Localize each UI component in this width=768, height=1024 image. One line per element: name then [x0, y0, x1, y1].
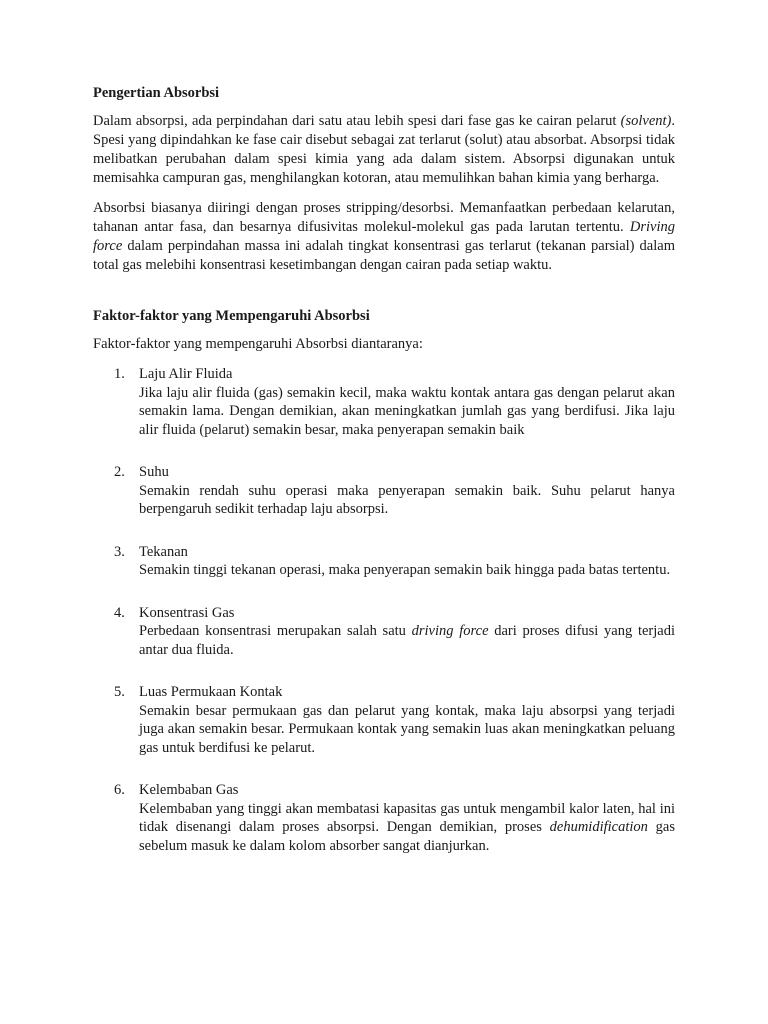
paragraph-text: Dalam absorpsi, ada perpindahan dari satu atau lebih spesi dari fase gas ke cairan pelarut	[93, 113, 621, 129]
list-item	[93, 604, 675, 660]
list-item	[93, 781, 675, 855]
list-item-title: Laju Alir Fluida	[139, 366, 233, 382]
paragraph-text: Absorbsi biasanya diiringi dengan proses stripping/desorbsi. Memanfaatkan perbedaan kelarutan, tahanan antar fasa, dan besarnya difusivitas molekul-molekul gas pada larutan tertentu.	[93, 200, 675, 235]
list-number: 1.	[114, 366, 125, 382]
list-item-body: Semakin rendah suhu operasi maka penyerapan semakin baik. Suhu pelarut hanya berpengaruh sedikit terhadap laju absorpsi.	[139, 482, 675, 517]
list-number: 2.	[114, 464, 125, 480]
list-item-title: Kelembaban Gas	[139, 782, 239, 798]
italic-term: driving force	[411, 623, 489, 639]
list-number: 3.	[114, 543, 125, 560]
paragraph-text: . Spesi yang dipindahkan ke fase cair disebut sebagai zat terlarut (solut) atau absorbat. Absorpsi tidak melibatkan perubahan dalam spesi kimia yang ada dalam sistem. Absorpsi digunakan untuk memisahka campuran gas, menghilangkan kotoran, atau memulihkan bahan kimia yang berharga.	[93, 113, 675, 186]
section-heading-faktor: Faktor-faktor yang Mempengaruhi Absorbsi	[93, 308, 370, 324]
section-spacer	[93, 286, 675, 307]
list-item-body: Jika laju alir fluida (gas) semakin kecil, maka waktu kontak antara gas dengan pelarut akan semakin lama. Dengan demikian, akan meningkatkan jumlah gas yang berdifusi. Jika laju alir fluida (pelarut) semakin besar, maka penyerapan semakin baik	[139, 384, 675, 438]
list-item-text: dari proses difusi yang terjadi antar dua fluida.	[139, 623, 676, 658]
list-item-body: Semakin tinggi tekanan operasi, maka penyerapan semakin baik hingga pada batas tertentu.	[139, 562, 671, 578]
list-item	[93, 463, 675, 519]
list-item-title: Tekanan	[139, 543, 188, 560]
list-item	[93, 365, 675, 439]
list-number: 6.	[114, 782, 125, 798]
list-item-text: Kelembaban yang tinggi akan membatasi kapasitas gas untuk mengambil kalor laten, hal ini tidak disenangi dalam proses absorpsi. Dengan demikian, proses	[139, 800, 675, 835]
list-item-title: Luas Permukaan Kontak	[139, 684, 283, 700]
factors-list	[93, 365, 675, 855]
list-item	[93, 543, 675, 580]
list-number: 4.	[114, 604, 125, 621]
list-item	[93, 683, 675, 757]
list-item-text: Perbedaan konsentrasi merupakan salah satu	[139, 623, 412, 639]
italic-term: Driving force	[93, 219, 675, 254]
list-number: 5.	[114, 684, 125, 700]
italic-term: dehumidification	[549, 819, 648, 835]
list-item-body	[139, 622, 675, 659]
italic-term: (solvent)	[620, 113, 672, 129]
list-item-text: gas sebelum masuk ke dalam kolom absorber sangat dianjurkan.	[139, 819, 675, 854]
paragraph-definition	[93, 112, 675, 188]
document-content	[93, 84, 675, 879]
paragraph-stripping	[93, 199, 675, 275]
section-heading-pengertian: Pengertian Absorbsi	[93, 85, 220, 101]
list-item-title: Suhu	[139, 464, 169, 480]
factors-intro: Faktor-faktor yang mempengaruhi Absorbsi diantaranya:	[93, 336, 423, 352]
paragraph-text: dalam perpindahan massa ini adalah tingkat konsentrasi gas terlarut (tekanan parsial) dalam total gas melebihi konsentrasi kesetimbangan dengan cairan pada setiap waktu.	[93, 238, 675, 273]
list-item-title: Konsentrasi Gas	[139, 604, 235, 621]
list-item-body	[139, 800, 675, 856]
list-item-body: Semakin besar permukaan gas dan pelarut yang kontak, maka laju absorpsi yang terjadi juga akan semakin besar. Permukaan kontak yang semakin luas akan meningkatkan peluang gas untuk berdifusi ke pelarut.	[139, 702, 675, 756]
